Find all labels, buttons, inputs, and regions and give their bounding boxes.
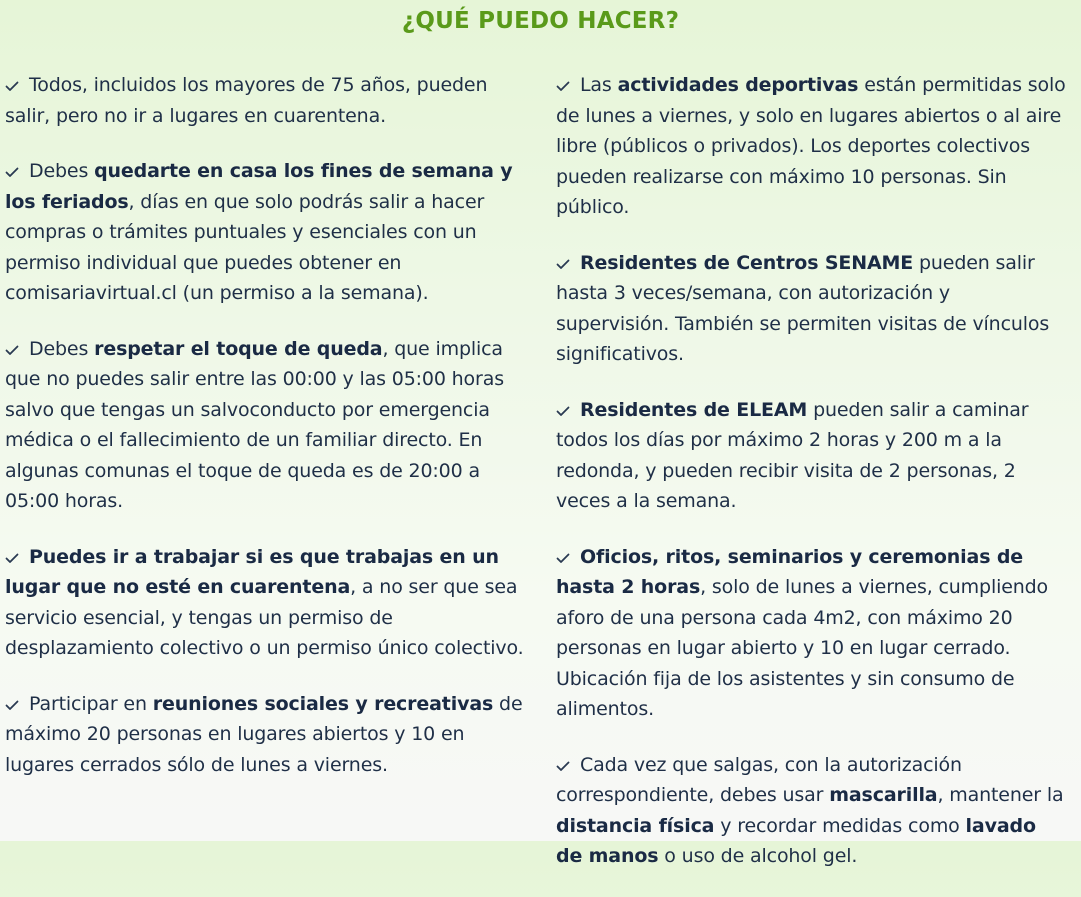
list-item (5, 689, 525, 781)
bold-text: Residentes de Centros SENAME (580, 251, 914, 274)
check-icon (556, 760, 570, 772)
list-item (556, 248, 1066, 370)
check-icon (556, 258, 570, 270)
body-text: , a no ser que sea servicio esencial, y tengas un permiso de desplazamiento colectivo o un permiso único colectivo. (5, 576, 524, 659)
list-item (556, 395, 1066, 517)
list-item (5, 334, 525, 517)
list-item (5, 70, 525, 131)
body-text: de máximo 20 personas en lugares abiertos y 10 en lugares cerrados sólo de lunes a viernes. (5, 692, 523, 776)
body-text: pueden salir a caminar todos los días por máximo 2 horas y 200 m a la redonda, y pueden recibir visita de 2 personas, 2 veces a la semana. (556, 398, 1029, 512)
body-text: , que implica que no puedes salir entre las 00:00 y las 05:00 horas salvo que tengas un salvoconducto por emergencia médica o el fallecimiento de un familiar directo. En algunas comunas el toque de queda es de 20:00 a 05:00 horas. (5, 337, 504, 512)
body-text: Participar en (29, 692, 153, 715)
check-icon (5, 166, 19, 178)
check-icon (5, 344, 19, 356)
body-text: pueden salir hasta 3 veces/semana, con autorización y supervisión. También se permiten visitas de vínculos significativos. (556, 251, 1050, 365)
list-item (5, 542, 525, 664)
body-text: , solo de lunes a viernes, cumpliendo aforo de una persona cada 4m2, con máximo 20 personas en lugar abierto y 10 en lugar cerrado. Ubicación fija de los asistentes y sin consumo de alimentos. (556, 576, 1049, 720)
body-text: Las (580, 74, 618, 96)
check-icon (5, 80, 19, 92)
list-item (556, 70, 1066, 223)
list-item (5, 156, 525, 309)
bold-text: lavado de manos (556, 814, 1036, 867)
list-item (556, 750, 1066, 872)
body-text: o uso de alcohol gel. (658, 845, 858, 867)
bold-text: actividades deportivas (617, 74, 859, 96)
bold-text: Puedes ir a trabajar si es que trabajas en un lugar que no esté en cuarentena (5, 545, 499, 598)
bold-text: Oficios, ritos, seminarios y ceremonias de hasta 2 horas (556, 545, 1024, 598)
page-title: ¿QUÉ PUEDO HACER? (401, 8, 680, 34)
body-text: y recordar medidas como (714, 814, 966, 837)
bold-text: quedarte en casa los fines de semana y los feriados (5, 160, 513, 213)
check-icon (5, 699, 19, 711)
check-icon (5, 552, 19, 564)
body-text: Debes (29, 337, 95, 360)
body-text: están permitidas solo de lunes a viernes, y solo en lugares abiertos o al aire libre (públicos o privados). Los deportes colectivos pueden realizarse con máximo 10 personas. Sin público. (556, 74, 1066, 218)
bold-text: respetar el toque de queda (94, 337, 383, 360)
left-column (5, 70, 525, 805)
bold-text: mascarilla (829, 784, 938, 806)
bold-text: reuniones sociales y recreativas (152, 692, 494, 715)
body-text: Debes (29, 160, 95, 182)
right-column (556, 70, 1066, 897)
body-text: , días en que solo podrás salir a hacer compras o trámites puntuales y esenciales con un permiso individual que puedes obtener en comisariavirtual.cl (un permiso a la semana). (5, 190, 485, 304)
list-item (556, 542, 1066, 725)
bold-text: distancia física (556, 814, 715, 837)
check-icon (556, 405, 570, 417)
body-text: Todos, incluidos los mayores de 75 años, pueden salir, pero no ir a lugares en cuarentena. (5, 74, 488, 127)
check-icon (556, 80, 570, 92)
body-text: Cada vez que salgas, con la autorización correspondiente, debes usar (556, 753, 962, 806)
body-text: , mantener la (937, 784, 1064, 806)
check-icon (556, 552, 570, 564)
bold-text: Residentes de ELEAM (580, 398, 808, 421)
